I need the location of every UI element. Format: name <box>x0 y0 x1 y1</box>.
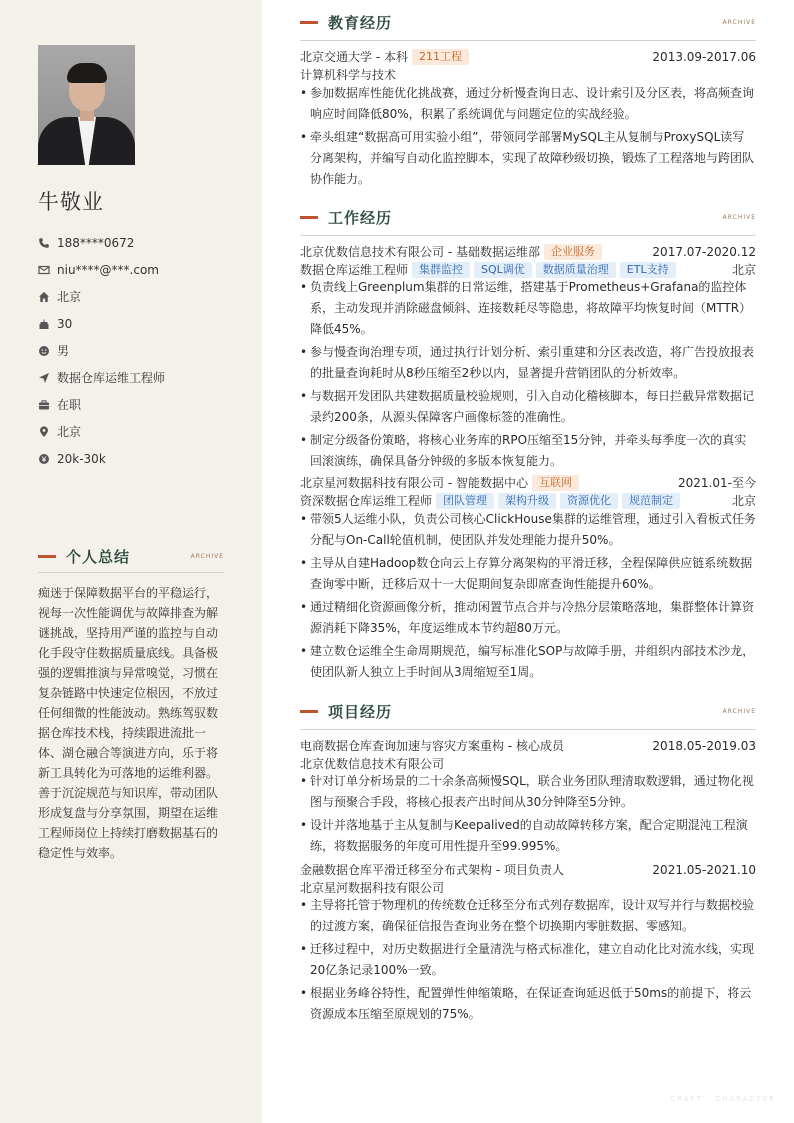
summary-title: 个人总结 <box>66 547 131 566</box>
job-location: 北京 <box>731 263 756 277</box>
project-1-bullets <box>300 771 756 859</box>
skill-tag: 资源优化 <box>560 493 618 509</box>
job-role: 数据仓库运维工程师 <box>300 263 409 277</box>
company-name: 北京优数信息技术有限公司 - 基础数据运维部 <box>300 245 540 259</box>
archive-label: ARCHIVE <box>190 552 224 560</box>
list-item: • 牵头组建“数据高可用实验小组”，带领同学部署MySQL主从复制与ProxySQL读写分离架构，并编写自动化监控脚本，实现了故障秒级切换，锻炼了工程落地与跨团队协作能力。 <box>300 127 756 190</box>
education-major-row <box>300 66 756 83</box>
archive-label: ARCHIVE <box>722 18 756 26</box>
projects-heading <box>300 701 756 730</box>
archive-label: ARCHIVE <box>722 213 756 221</box>
list-item: • 迁移过程中，对历史数据进行全量清洗与格式标准化，建立自动化比对流水线，实现20亿条记录100%一致。 <box>300 939 756 981</box>
job-1-bullets <box>300 277 756 474</box>
age-text: 30 <box>57 316 73 331</box>
list-item: • 带领5人运维小队，负责公司核心ClickHouse集群的运维管理，通过引入看板式任务分配与On-Call轮值机制，使团队并发处理能力提升50%。 <box>300 509 756 551</box>
avatar <box>38 45 135 165</box>
contact-info-list <box>38 229 238 472</box>
skill-tag: 团队管理 <box>436 493 494 509</box>
project-date: 2018.05-2019.03 <box>652 738 756 753</box>
list-item: • 主导将托管于物理机的传统数仓迁移至分布式列存数据库，设计双写并行与数据校验的过渡方案，确保征信报告查询业务在整个切换期内零脏数据、零感知。 <box>300 895 756 937</box>
watermark: CRAFT · CHARACTER <box>670 1095 776 1103</box>
project-name: 金融数据仓库平滑迁移至分布式架构 - 项目负责人 <box>300 863 564 877</box>
school-name: 北京交通大学 - 本科 <box>300 50 408 64</box>
project-date: 2021.05-2021.10 <box>652 862 756 877</box>
accent-bar <box>300 710 318 713</box>
job-1-role-row <box>300 261 756 278</box>
project-name: 电商数据仓库查询加速与容灾方案重构 - 核心成员 <box>300 739 564 753</box>
gender-icon <box>38 345 50 357</box>
job-date: 2017.07-2020.12 <box>652 244 756 259</box>
salary-text: 20k-30k <box>57 451 106 466</box>
position-text: 数据仓库运维工程师 <box>57 371 166 385</box>
education-bullets <box>300 83 756 192</box>
summary-text: 痴迷于保障数据平台的平稳运行，视每一次性能调优与故障排查为解谜挑战，坚持用严谨的监控与自动化手段守住数据质量底线。具备极强的逻辑推演与异常嗅觉，习惯在复杂链路中快速定位根因，不放过任何细微的性能波动。熟练驾驭数据仓库技术栈，持续跟进流批一体、湖仓融合等演进方向，乐于将新工具转化为可落地的运维利器。善于沉淀规范与知识库，带动团队形成复盘与分享氛围，期望在运维工程师岗位上持续打磨数据基石的稳定性与效率。 <box>38 586 219 860</box>
list-item: • 针对订单分析场景的二十余条高频慢SQL，联合业务团队理清取数逻辑，通过物化视图与预聚合手段，将核心报表产出时间从30分钟降至5分钟。 <box>300 771 756 813</box>
education-heading <box>300 12 756 41</box>
list-item: • 主导从自建Hadoop数仓向云上存算分离架构的平滑迁移，全程保障供应链系统数据查询零中断，迁移后双十一大促期间复杂即席查询性能提升60%。 <box>300 553 756 595</box>
divider <box>300 729 756 730</box>
phone-text: 188****0672 <box>57 235 135 250</box>
job-location: 北京 <box>731 494 756 508</box>
list-item: • 参加数据库性能优化挑战赛，通过分析慢查询日志、设计索引及分区表，将高频查询响应时间降低80%，积累了系统调优与问题定位的实战经验。 <box>300 83 756 125</box>
email-icon <box>38 264 50 276</box>
info-row-position <box>38 364 238 391</box>
major-name: 计算机科学与技术 <box>300 68 397 82</box>
skill-tag: 集群监控 <box>412 262 470 278</box>
accent-bar <box>38 555 56 558</box>
school-tag: 211工程 <box>412 49 469 65</box>
skill-tag: 数据质量治理 <box>536 262 616 278</box>
education-date: 2013.09-2017.06 <box>652 49 756 64</box>
info-row-phone <box>38 229 238 256</box>
info-row-salary <box>38 445 238 472</box>
skill-tag: 规范制定 <box>622 493 680 509</box>
cake-icon <box>38 318 50 330</box>
list-item: • 根据业务峰谷特性，配置弹性伸缩策略，在保证查询延迟低于50ms的前提下，将云资源成本压缩至原规划的75%。 <box>300 983 756 1025</box>
info-row-email <box>38 256 238 283</box>
project-2-company-row <box>300 879 756 896</box>
job-role: 资深数据仓库运维工程师 <box>300 494 433 508</box>
work-heading <box>300 207 756 236</box>
project-1-company-row <box>300 755 756 772</box>
job-date: 2021.01-至今 <box>678 476 756 490</box>
candidate-name: 牛敬业 <box>38 190 104 214</box>
gender-text: 男 <box>57 344 70 358</box>
project-2-header <box>300 861 756 878</box>
list-item: • 设计并落地基于主从复制与Keepalived的自动故障转移方案，配合定期混沌工程演练，将数据服务的年度可用性提升至99.995%。 <box>300 815 756 857</box>
location-icon <box>38 426 50 438</box>
sidebar <box>0 0 262 1123</box>
summary-section <box>38 546 224 863</box>
list-item: • 负责线上Greenplum集群的日常运维，搭建基于Prometheus+Grafana的监控体系，主动发现并消除磁盘倾斜、连接数耗尽等隐患，将故障平均恢复时间（MTTR）降低45%。 <box>300 277 756 340</box>
archive-label: ARCHIVE <box>722 707 756 715</box>
hometown-text: 北京 <box>57 290 82 304</box>
list-item: • 通过精细化资源画像分析，推动闲置节点合并与冷热分层策略落地，集群整体计算资源消耗下降35%，年度运维成本节约超80万元。 <box>300 597 756 639</box>
job-2-bullets <box>300 509 756 685</box>
list-item: • 建立数仓运维全生命周期规范，编写标准化SOP与故障手册，并组织内部技术沙龙，使团队新人独立上手时间从3周缩短至1周。 <box>300 641 756 683</box>
skill-tag: 架构升级 <box>498 493 556 509</box>
projects-title: 项目经历 <box>328 702 393 721</box>
skill-tag: ETL支持 <box>620 262 676 278</box>
company-name: 北京星河数据科技有限公司 - 智能数据中心 <box>300 476 528 490</box>
info-row-gender <box>38 337 238 364</box>
list-item: • 制定分级备份策略，将核心业务库的RPO压缩至15分钟，并牵头每季度一次的真实回滚演练，确保具备分钟级的多版本恢复能力。 <box>300 430 756 472</box>
accent-bar <box>300 216 318 219</box>
project-1-header <box>300 737 756 754</box>
work-title: 工作经历 <box>328 208 393 227</box>
job-2-role-row <box>300 492 756 509</box>
info-row-location <box>38 418 238 445</box>
location-text: 北京 <box>57 425 82 439</box>
industry-tag: 互联网 <box>532 475 579 491</box>
info-row-status <box>38 391 238 418</box>
industry-tag: 企业服务 <box>544 244 602 260</box>
send-icon <box>38 372 50 384</box>
info-row-age <box>38 310 238 337</box>
project-2-bullets <box>300 895 756 1027</box>
list-item: • 参与慢查询治理专项，通过执行计划分析、索引重建和分区表改造，将广告投放报表的批量查询耗时从8秒压缩至2秒以内，显著提升营销团队的分析效率。 <box>300 342 756 384</box>
summary-heading <box>38 546 224 566</box>
phone-icon <box>38 237 50 249</box>
job-2-header <box>300 474 756 491</box>
skill-tag: SQL调优 <box>474 262 532 278</box>
project-company: 北京星河数据科技有限公司 <box>300 881 445 895</box>
email-text: niu****@***.com <box>57 262 159 277</box>
list-item: • 与数据开发团队共建数据质量校验规则，引入自动化稽核脚本，每日拦截异常数据记录约200条，从源头保障客户画像标签的准确性。 <box>300 386 756 428</box>
education-entry-header <box>300 48 756 65</box>
project-company: 北京优数信息技术有限公司 <box>300 757 445 771</box>
home-icon <box>38 291 50 303</box>
salary-icon <box>38 453 50 465</box>
divider <box>300 40 756 41</box>
divider <box>300 235 756 236</box>
briefcase-icon <box>38 399 50 411</box>
education-title: 教育经历 <box>328 13 393 32</box>
divider <box>38 572 224 573</box>
accent-bar <box>300 21 318 24</box>
info-row-home <box>38 283 238 310</box>
job-1-header <box>300 243 756 260</box>
status-text: 在职 <box>57 398 82 412</box>
